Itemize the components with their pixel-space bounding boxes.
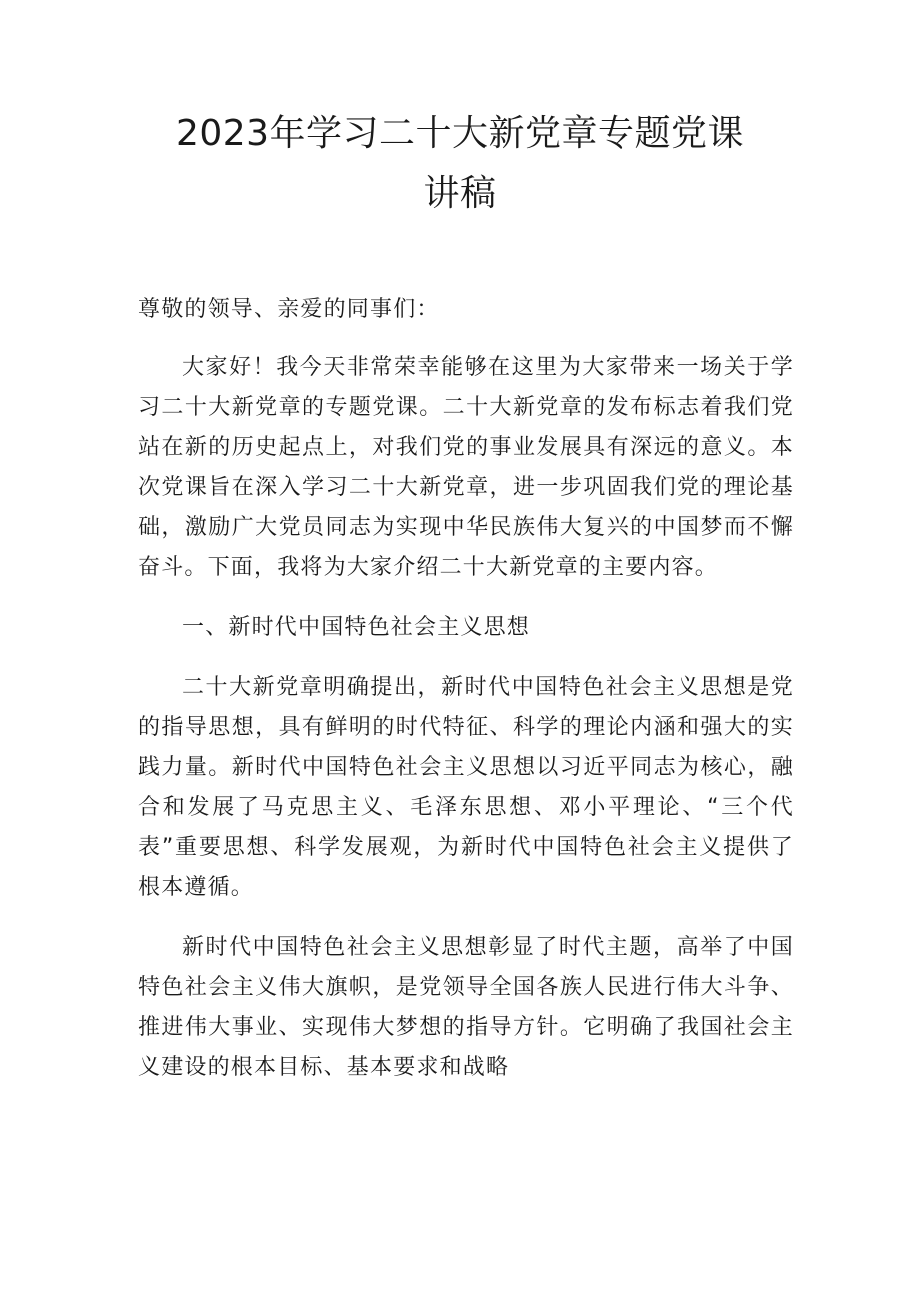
document-body bbox=[138, 290, 794, 1108]
paragraph-2: 二十大新党章明确提出，新时代中国特色社会主义思想是党的指导思想，具有鲜明的时代特征、科学的理论内涵和强大的实践力量。新时代中国特色社会主义思想以习近平同志为核心，融合和发展了马克思主义、毛泽东思想、邓小平理论、“三个代表”重要思想、科学发展观，为新时代中国特色社会主义提供了根本遵循。 bbox=[138, 675, 794, 900]
document-title-line-1: 2023年学习二十大新党章专题党课 bbox=[175, 113, 745, 154]
salutation: 尊敬的领导、亲爱的同事们： bbox=[138, 297, 440, 322]
paragraph-3: 新时代中国特色社会主义思想彰显了时代主题，高举了中国特色社会主义伟大旗帜，是党领导全国各族人民进行伟大斗争、推进伟大事业、实现伟大梦想的指导方针。它明确了我国社会主义建设的根本目标、基本要求和战略 bbox=[138, 935, 794, 1080]
section-heading: 一、新时代中国特色社会主义思想 bbox=[182, 615, 531, 640]
document-title-line-2: 讲稿 bbox=[423, 173, 497, 214]
paragraph-intro: 大家好！我今天非常荣幸能够在这里为大家带来一场关于学习二十大新党章的专题党课。二十大新党章的发布标志着我们党站在新的历史起点上，对我们党的事业发展具有深远的意义。本次党课旨在深入学习二十大新党章，进一步巩固我们党的理论基础，激励广大党员同志为实现中华民族伟大复兴的中国梦而不懈奋斗。下面，我将为大家介绍二十大新党章的主要内容。 bbox=[138, 355, 794, 580]
